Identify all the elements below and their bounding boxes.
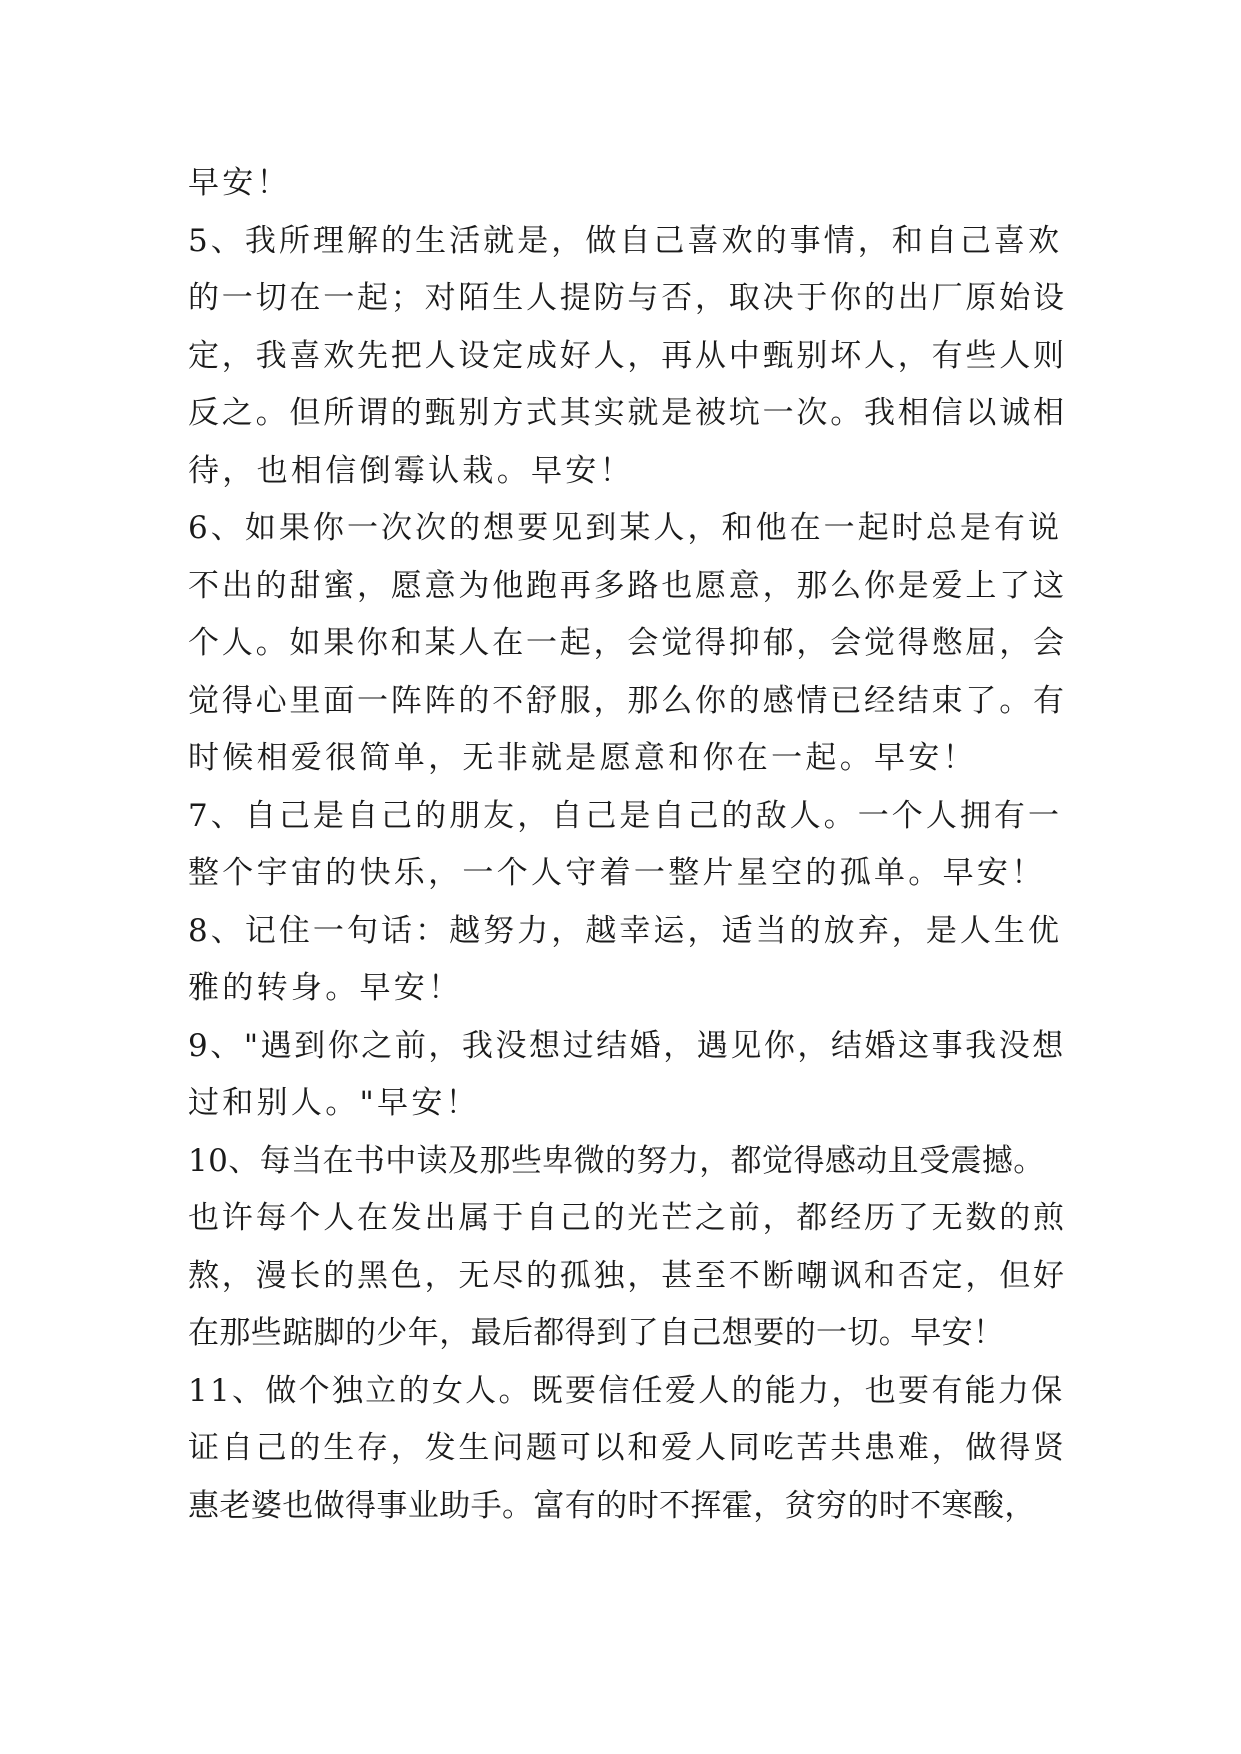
- text-line: 雅的转身。早安！: [188, 970, 463, 1006]
- text-line: 6、如果你一次次的想要见到某人，和他在一起时总是有说: [188, 510, 1063, 546]
- text-line: 7、自己是自己的朋友，自己是自己的敌人。一个人拥有一: [188, 797, 1063, 834]
- text-line: 待，也相信倒霉认栽。早安！: [188, 452, 634, 489]
- text-line: 不出的甜蜜，愿意为他跑再多路也愿意，那么你是爱上了这: [188, 567, 1067, 604]
- text-line: 在那些踮脚的少年，最后都得到了自己想要的一切。早安！: [188, 1315, 1005, 1351]
- text-line: 定，我喜欢先把人设定成好人，再从中甄别坏人，有些人则: [188, 337, 1067, 374]
- text-line: 早安！: [188, 165, 291, 201]
- text-line: 个人。如果你和某人在一起，会觉得抑郁，会觉得憋屈，会: [188, 625, 1067, 661]
- text-line: 时候相爱很简单，无非就是愿意和你在一起。早安！: [188, 740, 977, 776]
- document-body: [188, 155, 1068, 1535]
- text-line: 8、记住一句话：越努力，越幸运，适当的放弃，是人生优: [188, 912, 1063, 949]
- text-line: 9、"遇到你之前，我没想过结婚，遇见你，结婚这事我没想: [188, 1027, 1066, 1064]
- text-line: 反之。但所谓的甄别方式其实就是被坑一次。我相信以诚相: [188, 395, 1067, 431]
- text-line: 熬，漫长的黑色，无尽的孤独，甚至不断嘲讽和否定，但好: [188, 1257, 1067, 1294]
- text-line: 过和别人。"早安！: [188, 1085, 480, 1121]
- text-line: 证自己的生存，发生问题可以和爱人同吃苦共患难，做得贤: [188, 1430, 1067, 1466]
- text-line: 5、我所理解的生活就是，做自己喜欢的事情，和自己喜欢: [188, 222, 1063, 259]
- text-line: 惠老婆也做得事业助手。富有的时不挥霍，贫穷的时不寒酸，: [188, 1487, 1036, 1524]
- text-line: 也许每个人在发出属于自己的光芒之前，都经历了无数的煎: [188, 1200, 1067, 1236]
- text-line: 整个宇宙的快乐，一个人守着一整片星空的孤单。早安！: [188, 855, 1046, 891]
- text-line: 觉得心里面一阵阵的不舒服，那么你的感情已经结束了。有: [188, 682, 1067, 719]
- text-line: 10、每当在书中读及那些卑微的努力，都觉得感动且受震撼。: [188, 1142, 1045, 1179]
- text-line: 的一切在一起；对陌生人提防与否，取决于你的出厂原始设: [188, 280, 1067, 316]
- text-line: 11、做个独立的女人。既要信任爱人的能力，也要有能力保: [188, 1372, 1065, 1409]
